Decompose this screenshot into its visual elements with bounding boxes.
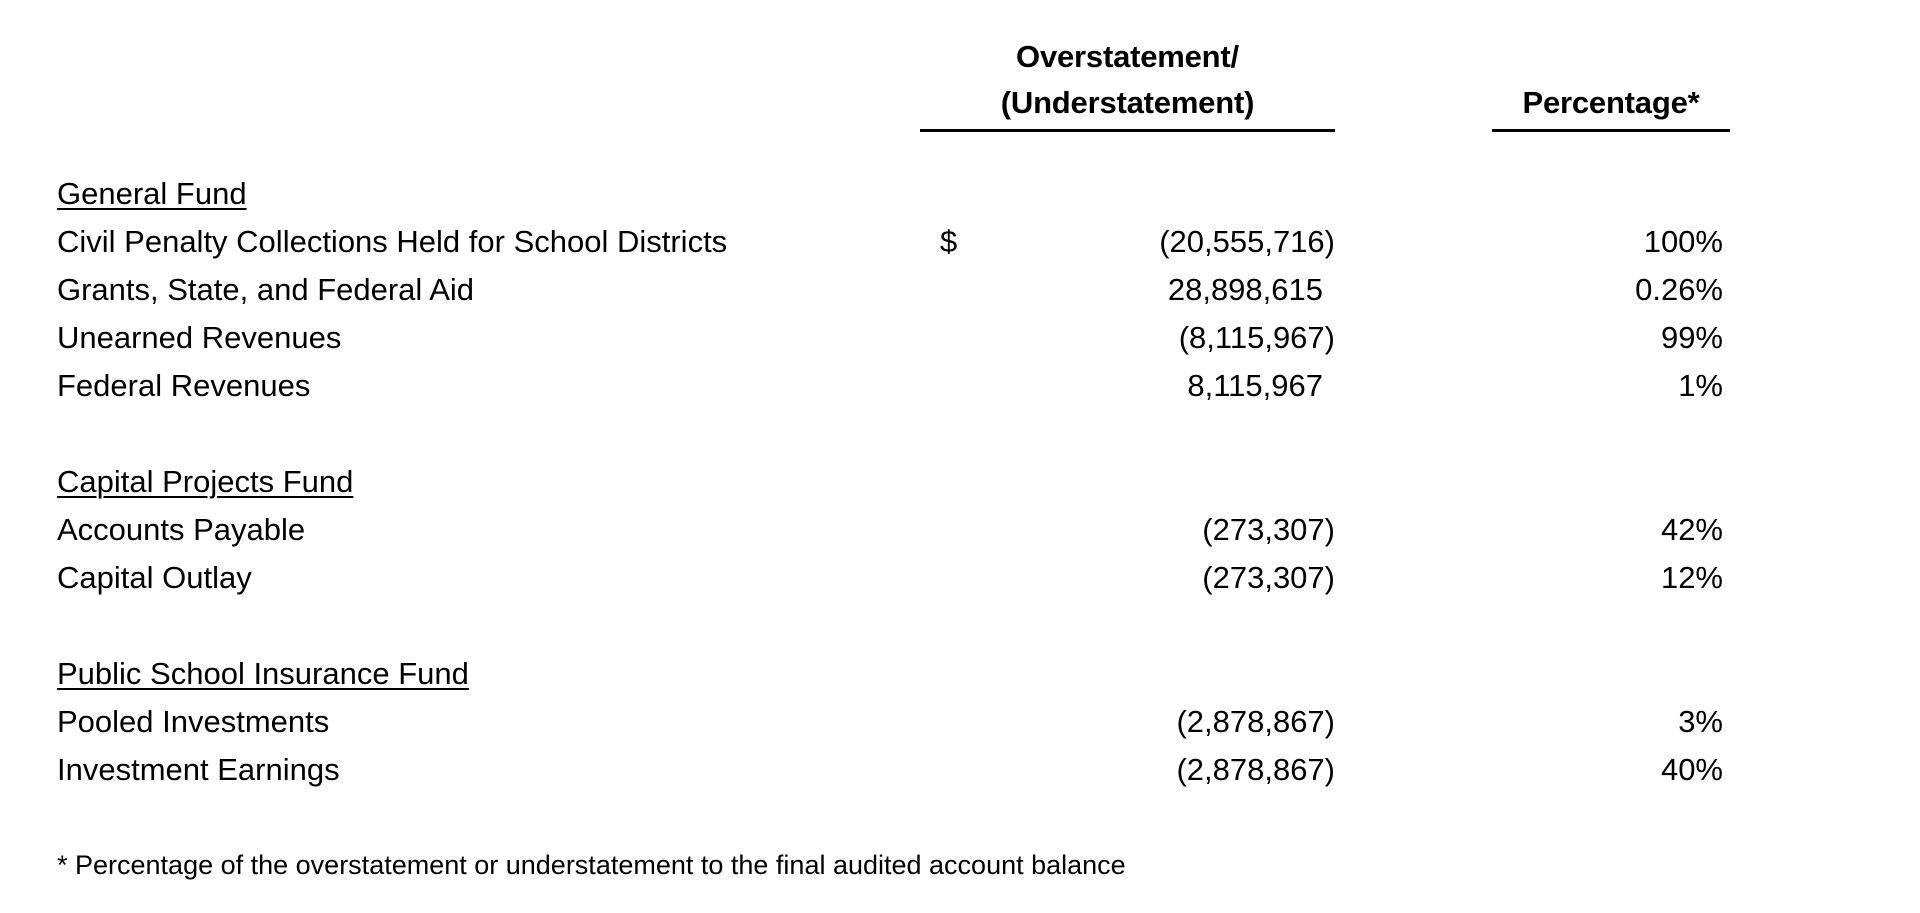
currency-symbol: $ xyxy=(940,224,958,259)
row-amount: 28,898,615 xyxy=(1167,272,1323,307)
row-amount: (8,115,967) xyxy=(1178,320,1335,355)
row-amount: (20,555,716) xyxy=(1159,224,1335,259)
row-label: Grants, State, and Federal Aid xyxy=(57,272,475,307)
row-percentage: 42% xyxy=(1660,512,1723,547)
table-row xyxy=(0,362,1920,410)
column-header-rule-percentage xyxy=(1492,129,1730,132)
row-label: Accounts Payable xyxy=(57,512,306,547)
row-label: Investment Earnings xyxy=(57,752,340,787)
row-percentage: 40% xyxy=(1660,752,1723,787)
column-header-overstatement xyxy=(920,34,1335,132)
section-spacer xyxy=(0,602,1920,650)
column-header-percentage-label: Percentage* xyxy=(1522,85,1700,120)
row-percentage: 12% xyxy=(1660,560,1723,595)
table-row xyxy=(0,314,1920,362)
row-label: Capital Outlay xyxy=(57,560,252,595)
section-title: General Fund xyxy=(57,176,247,211)
row-percentage: 3% xyxy=(1678,704,1723,739)
row-percentage: 100% xyxy=(1643,224,1723,259)
table-row xyxy=(0,698,1920,746)
section-title: Public School Insurance Fund xyxy=(57,656,469,691)
column-header-overstatement-line2: (Understatement) xyxy=(1000,85,1255,120)
row-label: Pooled Investments xyxy=(57,704,330,739)
section-title: Capital Projects Fund xyxy=(57,464,354,499)
column-header-overstatement-line1: Overstatement/ xyxy=(1016,39,1239,74)
row-label: Federal Revenues xyxy=(57,368,311,403)
row-amount: (2,878,867) xyxy=(1176,752,1335,787)
section-header-row xyxy=(0,458,1920,506)
table-row xyxy=(0,554,1920,602)
section-header-row xyxy=(0,650,1920,698)
row-amount: (2,878,867) xyxy=(1176,704,1335,739)
section-spacer xyxy=(0,410,1920,458)
row-percentage: 0.26% xyxy=(1635,272,1723,307)
row-label: Unearned Revenues xyxy=(57,320,342,355)
table-column-headers xyxy=(0,20,1920,120)
table-row xyxy=(0,506,1920,554)
table-body xyxy=(0,170,1920,794)
row-percentage: 1% xyxy=(1678,368,1723,403)
row-amount: 8,115,967 xyxy=(1187,368,1323,403)
row-label: Civil Penalty Collections Held for School Districts xyxy=(57,224,728,259)
table-row xyxy=(0,746,1920,794)
section-header-row xyxy=(0,170,1920,218)
column-header-percentage xyxy=(1492,80,1730,132)
row-amount: (273,307) xyxy=(1202,512,1335,547)
row-amount: (273,307) xyxy=(1202,560,1335,595)
footnote: * Percentage of the overstatement or understatement to the final audited account balance xyxy=(57,850,1126,880)
table-row xyxy=(0,218,1920,266)
row-percentage: 99% xyxy=(1660,320,1723,355)
table-row xyxy=(0,266,1920,314)
column-header-rule-amount xyxy=(920,129,1335,132)
